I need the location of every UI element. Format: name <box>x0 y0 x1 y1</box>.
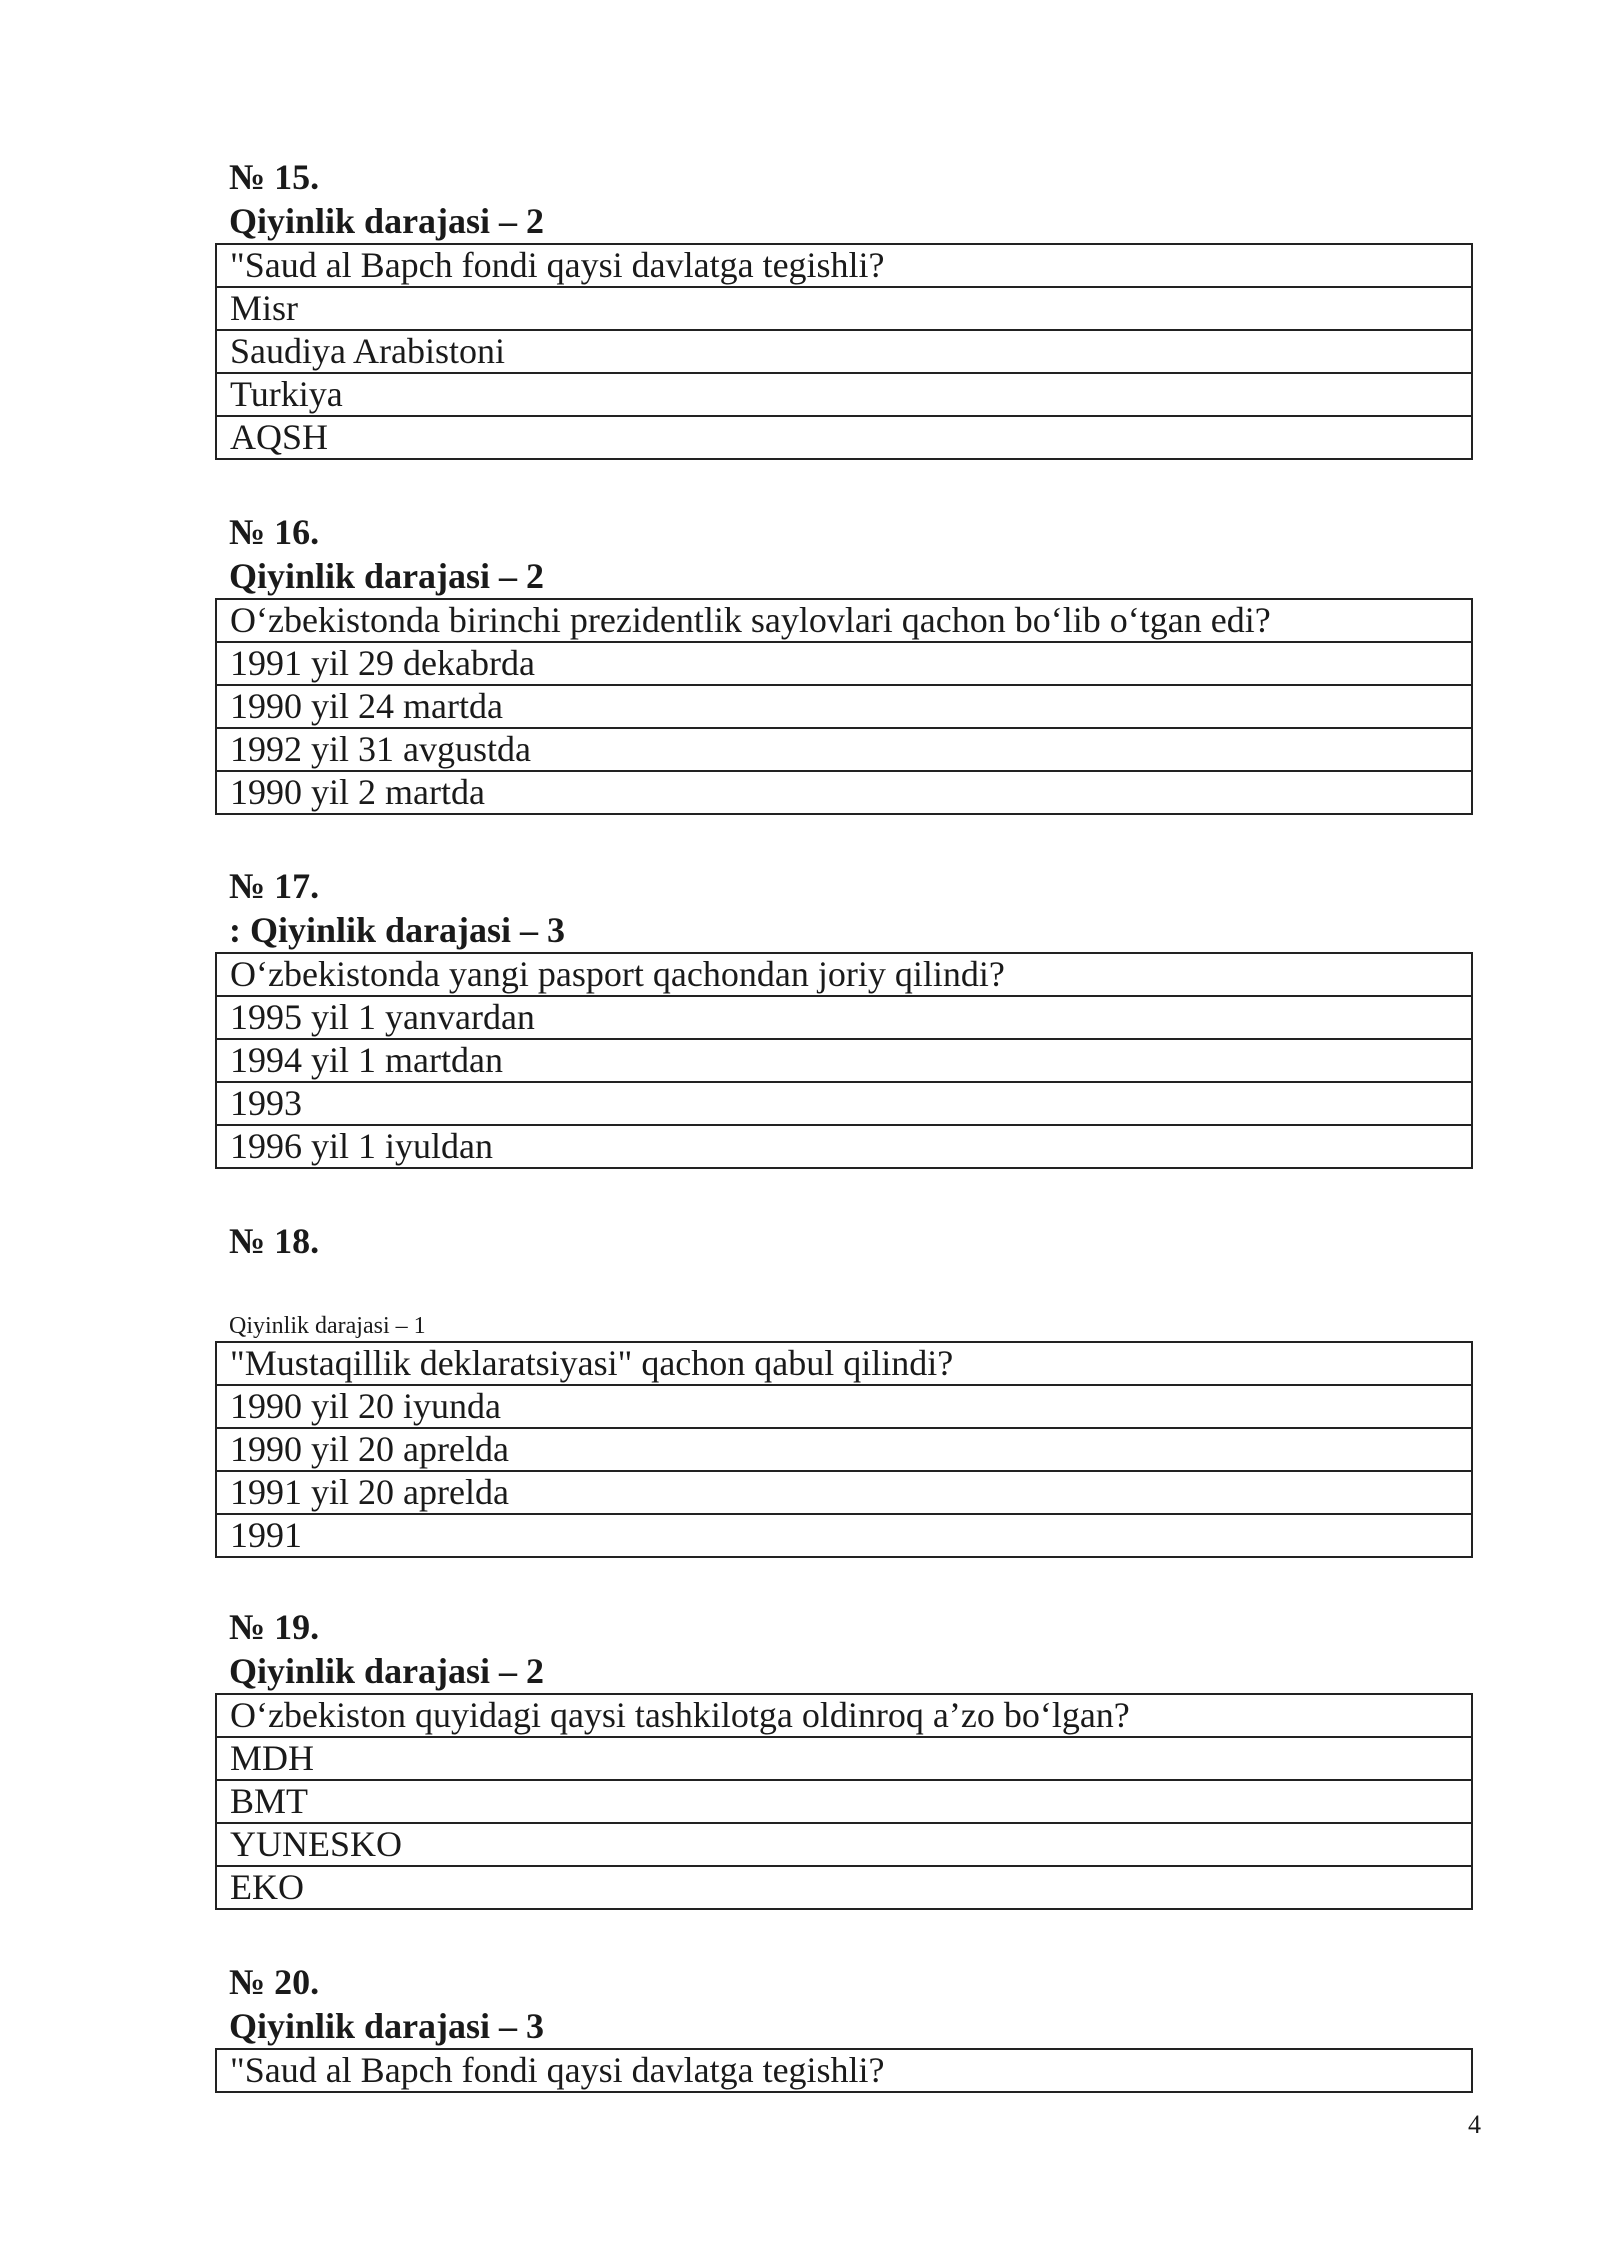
question-number: № 20. <box>229 1962 320 2002</box>
answer-option: Misr <box>216 287 1472 330</box>
page-number: 4 <box>1468 2110 1481 2139</box>
question-text: "Mustaqillik deklaratsiyasi" qachon qabul qilindi? <box>216 1342 1472 1385</box>
question-text: "Saud al Bapch fondi qaysi davlatga tegishli? <box>216 2049 1472 2092</box>
answer-option: AQSH <box>216 416 1472 459</box>
question-table <box>215 952 1473 1169</box>
question-number: № 17. <box>229 866 320 906</box>
answer-option: 1996 yil 1 iyuldan <box>216 1125 1472 1168</box>
question-text: O‘zbekiston quyidagi qaysi tashkilotga oldinroq a’zo bo‘lgan? <box>216 1694 1472 1737</box>
answer-option: 1991 yil 29 dekabrda <box>216 642 1472 685</box>
difficulty-level: Qiyinlik darajasi – 2 <box>229 556 545 596</box>
question-block-18 <box>215 1219 1473 1558</box>
question-number: № 15. <box>229 157 320 197</box>
difficulty-level: Qiyinlik darajasi – 2 <box>229 201 545 241</box>
answer-option: 1994 yil 1 martdan <box>216 1039 1472 1082</box>
question-table <box>215 1341 1473 1558</box>
question-table <box>215 243 1473 460</box>
question-number: № 19. <box>229 1607 320 1647</box>
answer-option: 1993 <box>216 1082 1472 1125</box>
question-table <box>215 1693 1473 1910</box>
question-table <box>215 2048 1473 2093</box>
question-text: "Saud al Bapch fondi qaysi davlatga tegishli? <box>216 244 1472 287</box>
difficulty-level: Qiyinlik darajasi – 1 <box>229 1313 426 1339</box>
answer-option: BMT <box>216 1780 1472 1823</box>
question-text: O‘zbekistonda yangi pasport qachondan joriy qilindi? <box>216 953 1472 996</box>
answer-option: 1990 yil 24 martda <box>216 685 1472 728</box>
answer-option: 1991 yil 20 aprelda <box>216 1471 1472 1514</box>
answer-option: 1991 <box>216 1514 1472 1557</box>
question-number: № 16. <box>229 512 320 552</box>
question-block-16 <box>215 510 1473 815</box>
difficulty-level: Qiyinlik darajasi – 2 <box>229 1651 545 1691</box>
answer-option: 1995 yil 1 yanvardan <box>216 996 1472 1039</box>
answer-option: Saudiya Arabistoni <box>216 330 1472 373</box>
answer-option: MDH <box>216 1737 1472 1780</box>
answer-option: 1990 yil 20 iyunda <box>216 1385 1472 1428</box>
question-table <box>215 598 1473 815</box>
answer-option: Turkiya <box>216 373 1472 416</box>
question-block-15 <box>215 155 1473 460</box>
question-block-17 <box>215 864 1473 1169</box>
question-block-20 <box>215 1960 1473 2093</box>
answer-option: EKO <box>216 1866 1472 1909</box>
answer-option: 1990 yil 2 martda <box>216 771 1472 814</box>
question-block-19 <box>215 1605 1473 1910</box>
answer-option: 1990 yil 20 aprelda <box>216 1428 1472 1471</box>
question-number: № 18. <box>229 1221 320 1261</box>
difficulty-level: Qiyinlik darajasi – 3 <box>229 2006 545 2046</box>
difficulty-level: : Qiyinlik darajasi – 3 <box>229 910 566 950</box>
answer-option: YUNESKO <box>216 1823 1472 1866</box>
answer-option: 1992 yil 31 avgustda <box>216 728 1472 771</box>
question-text: O‘zbekistonda birinchi prezidentlik saylovlari qachon bo‘lib o‘tgan edi? <box>216 599 1472 642</box>
